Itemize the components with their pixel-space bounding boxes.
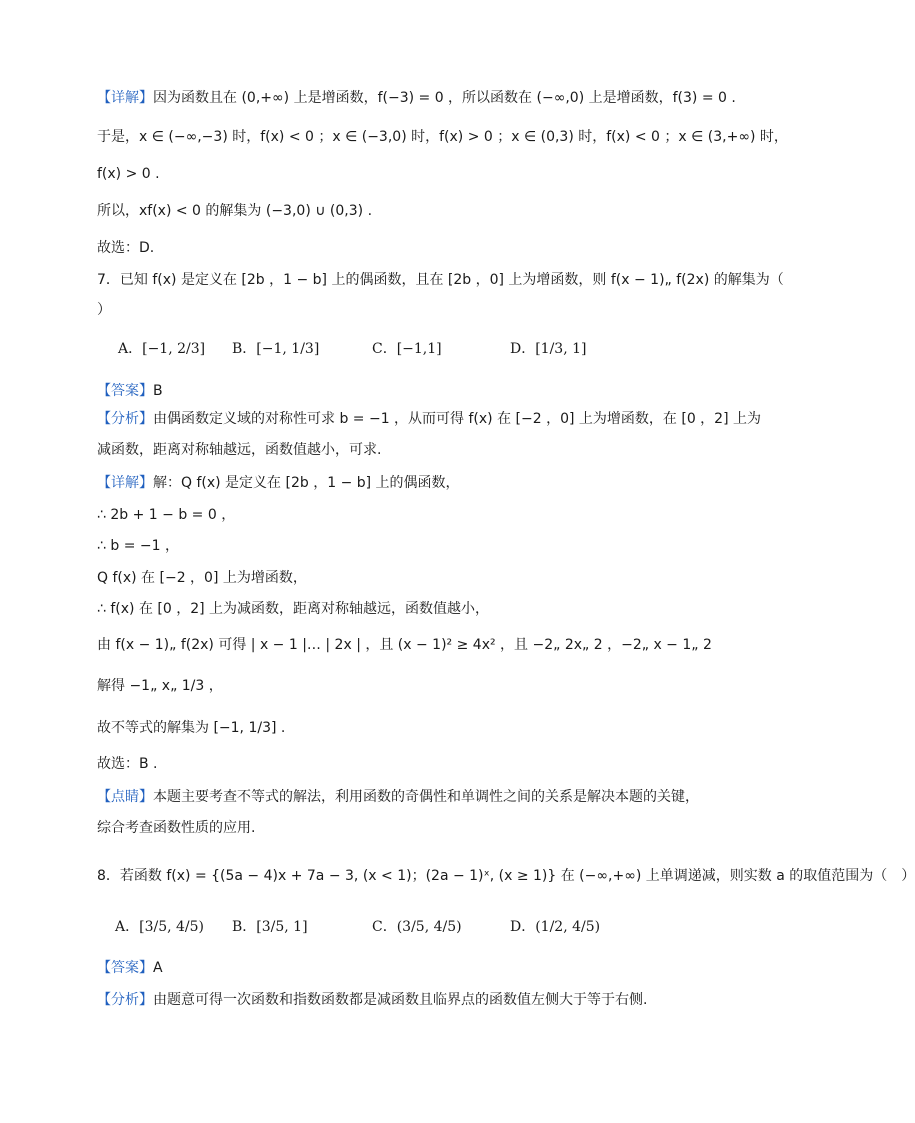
text-line [97, 818, 255, 838]
text-line [97, 787, 699, 807]
text-line [97, 718, 285, 738]
section-tag: 【答案】 [97, 383, 153, 399]
line-text: 减函数，距离对称轴越远，函数值越小，可求. [97, 442, 382, 458]
text-line [97, 270, 784, 290]
text-line [97, 381, 163, 401]
text-line [97, 676, 223, 696]
line-text: 由偶函数定义域的对称性可求 b = −1 ，从而可得 f(x) 在 [−2 ，0] 上为增函数，在 [0 ，2] 上为 [153, 411, 762, 427]
option-a: A．[3/5, 4/5) [115, 919, 204, 935]
line-text: 解：Q f(x) 是定义在 [2b ，1 − b] 上的偶函数， [153, 475, 460, 491]
text-line [97, 990, 647, 1010]
text-line [97, 201, 372, 221]
section-tag: 【详解】 [97, 90, 153, 106]
line-text: ∴ 2b + 1 − b = 0 ， [97, 507, 236, 523]
text-line [97, 88, 736, 108]
option-c: C．[−1,1] [372, 341, 442, 357]
line-text: 因为函数且在 (0,+∞) 上是增函数，f(−3) = 0 ，所以函数在 (−∞,0) 上是增函数，f(3) = 0 . [153, 90, 736, 106]
line-text: ∴ b = −1 ， [97, 538, 179, 554]
option-a: A．[−1, 2/3] [118, 341, 206, 357]
line-text: 于是，x ∈ (−∞,−3) 时，f(x) < 0 ；x ∈ (−3,0) 时，f(x) > 0 ；x ∈ (0,3) 时，f(x) < 0 ；x ∈ (3,+∞) 时， [97, 129, 788, 145]
text-line [97, 599, 489, 619]
line-text: 本题主要考查不等式的解法，利用函数的奇偶性和单调性之间的关系是解决本题的关键， [153, 789, 699, 805]
line-text: 故不等式的解集为 [−1, 1/3] . [97, 720, 286, 736]
text-line [97, 164, 160, 184]
section-tag: 【详解】 [97, 475, 153, 491]
section-tag: 【点睛】 [97, 789, 153, 805]
text-line [97, 505, 235, 525]
section-tag: 【分析】 [97, 411, 153, 427]
option-d: D．[1/3, 1] [510, 341, 587, 357]
text-line [97, 568, 307, 588]
line-text: 由 f(x − 1)„ f(2x) 可得 | x − 1 |… | 2x | ，且 (x − 1)² ≥ 4x² ，且 −2„ 2x„ 2 ，−2„ x − 1„ 2 [97, 637, 712, 653]
section-tag: 【分析】 [97, 992, 153, 1008]
line-text: ∴ f(x) 在 [0 ，2] 上为减函数，距离对称轴越远，函数值越小， [97, 601, 490, 617]
text-line [97, 127, 788, 147]
text-line [97, 754, 158, 774]
line-text: ） [97, 302, 111, 318]
line-text: A [153, 960, 163, 976]
option-b: B．[3/5, 1] [232, 919, 308, 935]
line-text: B [153, 383, 163, 399]
text-line [97, 238, 154, 258]
option-d: D．(1/2, 4/5) [510, 919, 601, 935]
text-line [97, 409, 761, 429]
line-text: Q f(x) 在 [−2 ，0] 上为增函数， [97, 570, 307, 586]
text-line [97, 866, 915, 886]
line-text: 8．若函数 f(x) = {(5a − 4)x + 7a − 3, (x < 1)；(2a − 1)ˣ, (x ≥ 1)} 在 (−∞,+∞) 上单调递减，则实数 a 的取值范围为（ ） [97, 868, 915, 884]
line-text: 由题意可得一次函数和指数函数都是减函数且临界点的函数值左侧大于等于右侧. [153, 992, 648, 1008]
option-b: B．[−1, 1/3] [232, 341, 320, 357]
text-line [97, 300, 111, 320]
line-text: 解得 −1„ x„ 1/3 ， [97, 678, 223, 694]
text-line [97, 440, 381, 460]
section-tag: 【答案】 [97, 960, 153, 976]
line-text: 综合考查函数性质的应用. [97, 820, 256, 836]
text-line [97, 958, 163, 978]
line-text: 所以，xf(x) < 0 的解集为 (−3,0) ∪ (0,3) . [97, 203, 373, 219]
text-line [97, 536, 179, 556]
line-text: f(x) > 0 . [97, 166, 160, 182]
line-text: 故选：D. [97, 240, 155, 256]
line-text: 7．已知 f(x) 是定义在 [2b ，1 − b] 上的偶函数，且在 [2b ，0] 上为增函数，则 f(x − 1)„ f(2x) 的解集为（ [97, 272, 784, 288]
text-line [97, 635, 712, 655]
line-text: 故选：B . [97, 756, 158, 772]
option-c: C．(3/5, 4/5) [372, 919, 462, 935]
text-line [97, 473, 460, 493]
